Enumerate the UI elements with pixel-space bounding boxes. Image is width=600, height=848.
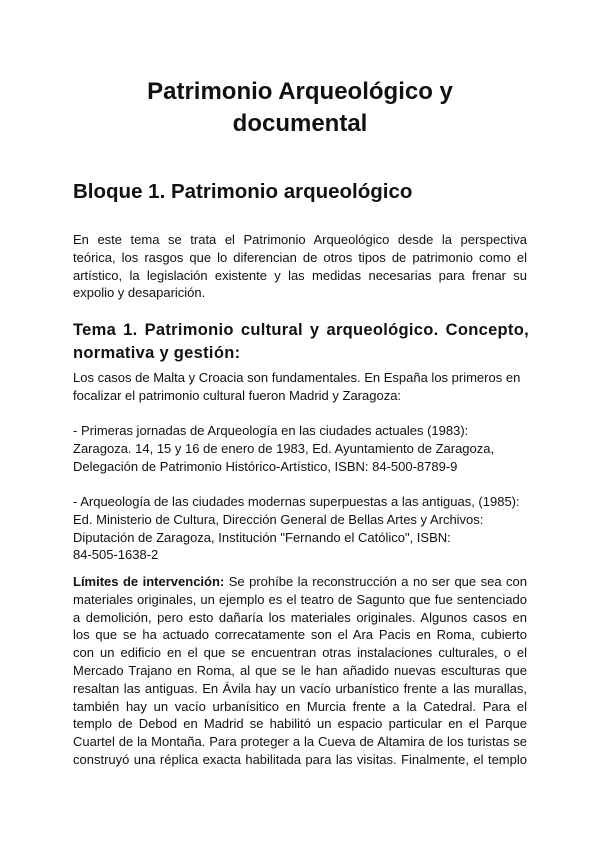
text-line: construyó una réplica exacta habilitada para las visitas. Finalmente, el templo	[73, 751, 527, 767]
text-line	[73, 573, 527, 591]
title-line: documental	[232, 110, 368, 137]
heading-line: normativa y gestión:	[73, 344, 241, 362]
reference-1983	[73, 422, 527, 475]
text-line: materiales originales, un ejemplo es el teatro de Sagunto que fue sentenciado	[73, 591, 527, 607]
document-title	[0, 76, 600, 140]
text-span: Se prohíbe la reconstrucción a no ser que sea con	[224, 574, 527, 589]
text-line: a demolición, pero esto dañaría los materiales originales. Algunos casos en	[73, 609, 527, 625]
reference-1985	[73, 493, 527, 564]
text-line: templo de Debod en Madrid se habilitó un espacio particular en el Parque	[73, 716, 527, 732]
text-line: expolio y desaparición.	[73, 285, 206, 301]
text-line: Zaragoza. 14, 15 y 16 de enero de 1983, Ed. Ayuntamiento de Zaragoza,	[73, 440, 495, 456]
text-line: Diputación de Zaragoza, Institución "Fernando el Católico", ISBN:	[73, 529, 451, 545]
paragraph-limites	[73, 573, 527, 769]
tema-heading	[73, 319, 529, 365]
heading-line: Tema 1. Patrimonio cultural y arqueológico. Concepto,	[73, 321, 529, 339]
intro-paragraph	[73, 231, 527, 302]
text-line: Ed. Ministerio de Cultura, Dirección General de Bellas Artes y Archivos:	[73, 511, 484, 527]
text-line: 84-505-1638-2	[73, 547, 159, 563]
text-line: Los casos de Malta y Croacia son fundamentales. En España los primeros en	[73, 370, 521, 385]
text-line: focalizar el patrimonio cultural fueron Madrid y Zaragoza:	[73, 387, 402, 403]
text-line: con un edificio en el que se encuentran otras instalaciones culturales, o el	[73, 645, 527, 661]
text-line: también hay un vacío urbanísitico en Murcia frente a la Catedral. Para el	[73, 698, 527, 714]
text-line: teórica, los rasgos que lo diferencian de otros tipos de patrimonio como el	[73, 249, 527, 265]
text-line: En este tema se trata el Patrimonio Arqueológico desde la perspectiva	[73, 232, 527, 247]
text-line: Cuartel de la Montaña. Para proteger a la Cueva de Altamira de los turistas se	[73, 734, 527, 750]
text-line: - Primeras jornadas de Arqueología en las ciudades actuales (1983):	[73, 423, 469, 438]
text-line: resaltan las antiguas. En Ávila hay un vacío urbanístico frente a las murallas,	[73, 680, 527, 696]
text-line: los que se ha actuado correcatamente son el Ara Pacis en Roma, cubierto	[73, 627, 527, 643]
text-line: artístico, la legislación existente y las medidas necesarias para frenar su	[73, 267, 527, 283]
block-heading: Bloque 1. Patrimonio arqueológico	[73, 180, 413, 203]
text-line: Mercado Trajano en Roma, al que se le han añadido nuevas esculturas que	[73, 662, 527, 678]
paragraph-malta	[73, 369, 527, 405]
limites-label: Límites de intervención:	[73, 574, 225, 589]
text-line: Delegación de Patrimonio Histórico-Artístico, ISBN: 84-500-8789-9	[73, 458, 458, 474]
text-line: - Arqueología de las ciudades modernas superpuestas a las antiguas, (1985):	[73, 494, 520, 509]
title-line: Patrimonio Arqueológico y	[147, 78, 453, 105]
